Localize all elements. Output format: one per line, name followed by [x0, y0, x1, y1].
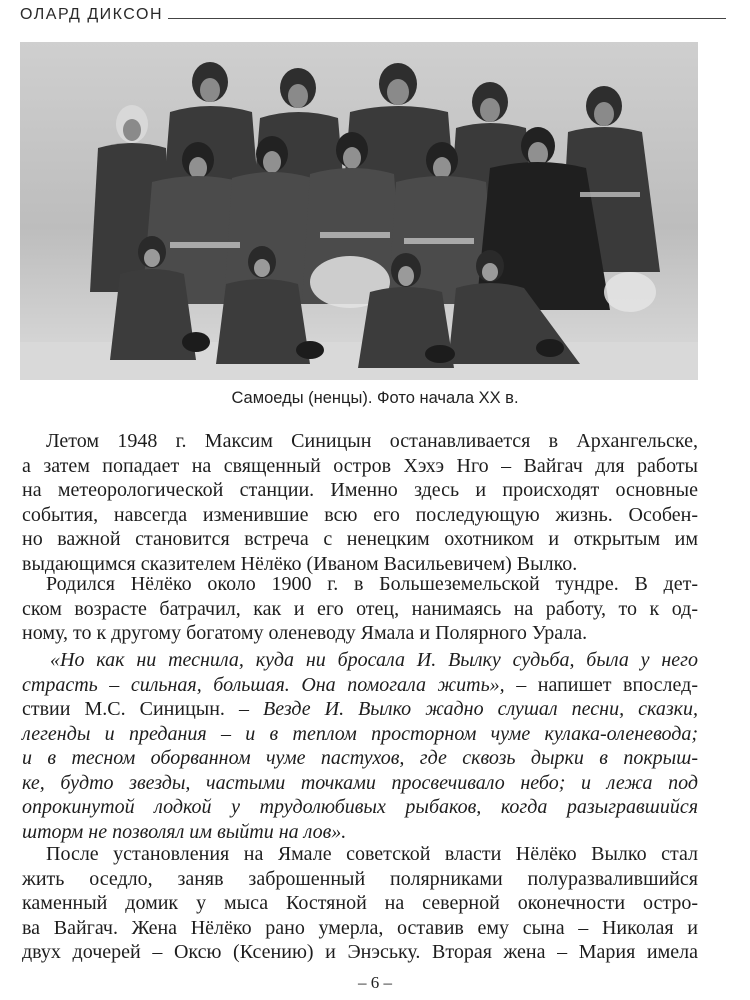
header-rule — [168, 18, 726, 19]
text-line: выдающимся сказителем Нёлёко (Иваном Васильевичем) Вылко. — [22, 552, 578, 575]
group-photo-image — [20, 42, 698, 380]
paragraph-1 — [22, 429, 698, 576]
running-head-author: ОЛАРД ДИКСОН — [20, 6, 163, 23]
text-line: ному, то к другому богатому оленеводу Ямала и Полярного Урала. — [22, 622, 588, 644]
text-line: а затем попадает на священный остров Хэхэ Нго – Вайгач для работы — [22, 454, 698, 477]
paragraph-4 — [22, 842, 698, 965]
paragraph-2 — [22, 572, 698, 646]
group-photo — [20, 42, 698, 380]
quote-line: и в тесном оборванном чуме пастухов, где сквозь дырки в покрыш- — [22, 747, 698, 769]
text-line: двух дочерей – Оксю (Ксению) и Энэську. Вторая жена – Мария имела — [22, 941, 698, 963]
text-line: Родился Нёлёко около 1900 г. в Большеземельской тундре. В дет- — [46, 573, 698, 595]
quote-line: опрокинутой лодкой у трудолюбивых рыбаков, когда разыгравшийся — [22, 796, 698, 818]
author-remark: ствии М.С. Синицын. — [22, 698, 225, 720]
quote-line — [22, 673, 698, 698]
text-line: После установления на Ямале советской власти Нёлёко Вылко стал — [46, 843, 698, 865]
quote-fragment: – Везде И. Вылко жадно слушал песни, сказки, — [224, 698, 698, 720]
quote-line: легенды и предания – и в теплом просторном чуме кулака-оленевода; — [22, 722, 698, 745]
text-line: но важной становится встреча с ненецким охотником и открытым им — [22, 528, 698, 550]
quote-line: шторм не позволял им выйти на лов». — [22, 820, 347, 843]
text-line: ском возрасте батрачил, как и его отец, нанимаясь на работу, то к од- — [22, 597, 698, 620]
text-line: каменный домик у мыса Костяной на северной оконечности остро- — [22, 892, 698, 914]
text-line: жить оседло, заняв заброшенный полярниками полуразвалившийся — [22, 867, 698, 890]
quote-line — [22, 697, 698, 722]
page-number: – 6 – — [358, 973, 392, 992]
running-head — [20, 4, 726, 28]
quote-paragraph — [22, 648, 698, 844]
text-line: события, навсегда изменившие всю его последующую жизнь. Особен- — [22, 503, 698, 526]
quote-line: ке, будто звезды, частыми точками просвечивало небо; и лежа под — [22, 771, 698, 794]
text-line: Летом 1948 г. Максим Синицын останавливается в Архангельске, — [46, 430, 698, 452]
quote-fragment: страсть – сильная, большая. Она помогала жить», — [22, 673, 505, 696]
photo-caption: Самоеды (ненцы). Фото начала XX в. — [231, 389, 519, 407]
author-remark: – напишет впослед- — [504, 673, 698, 696]
quote-line: «Но как ни теснила, куда ни бросала И. Вылку судьба, была у него — [50, 649, 698, 671]
text-line: на метеорологической станции. Именно здесь и происходят основные — [22, 479, 698, 501]
text-line: ва Вайгач. Жена Нёлёко рано умерла, оставив ему сына – Николая и — [22, 916, 698, 939]
